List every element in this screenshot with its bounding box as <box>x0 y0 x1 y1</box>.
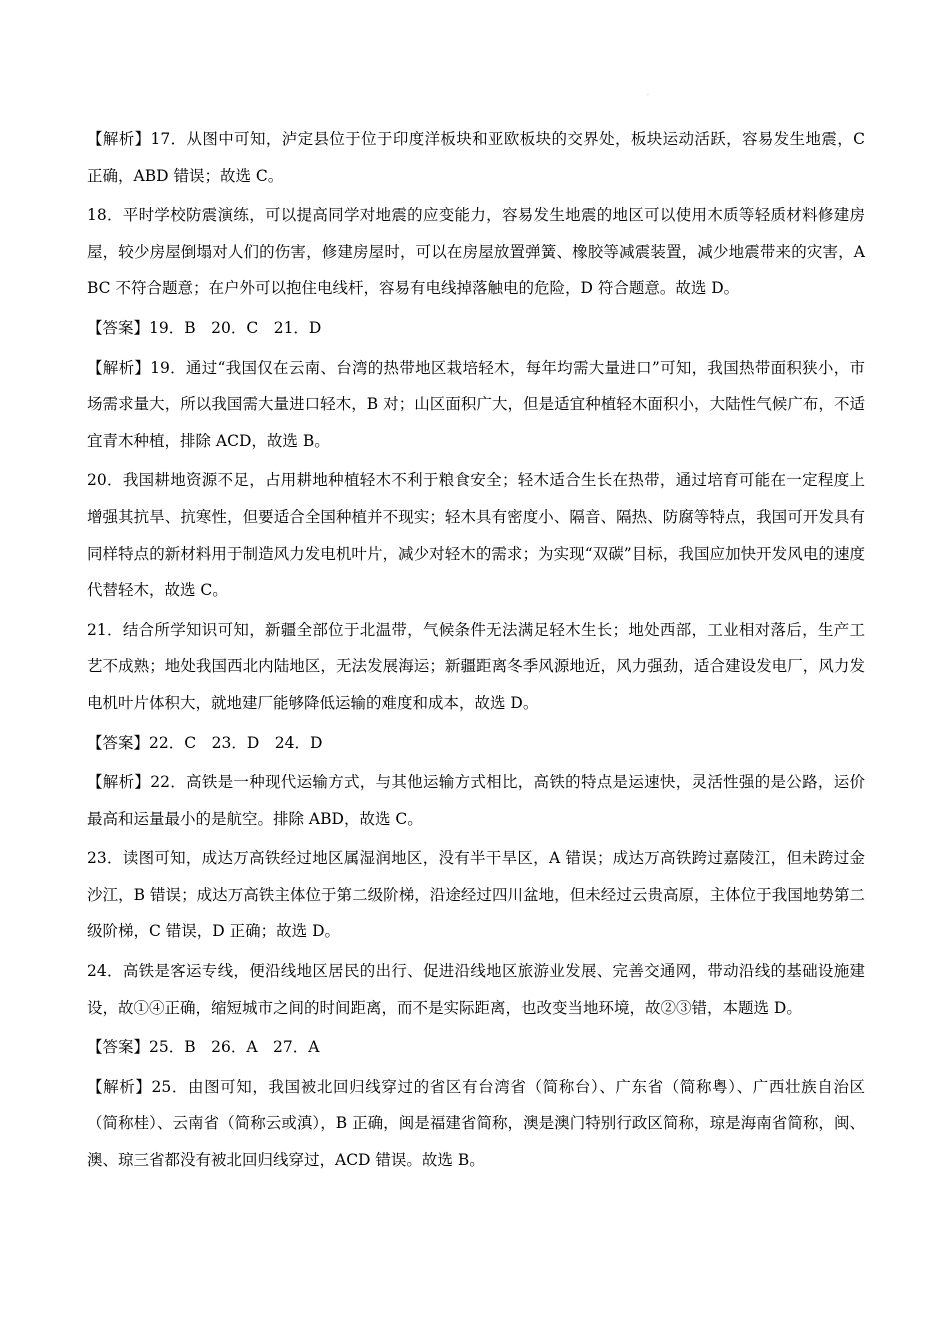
paragraph-analysis-20 <box>87 462 865 608</box>
paragraph-answer-19-21 <box>87 310 865 347</box>
paragraph-text: 22．C 23．D 24．D <box>149 733 323 752</box>
analysis-tag: 【解析】 <box>87 1077 152 1096</box>
analysis-tag: 【解析】 <box>87 358 151 377</box>
answer-tag: 【答案】 <box>87 733 150 752</box>
paragraph-answer-25-27 <box>87 1029 865 1066</box>
paragraph-analysis-22 <box>87 764 865 837</box>
analysis-tag: 【解析】 <box>87 130 151 148</box>
paragraph-text: 19．通过“我国仅在云南、台湾的热带地区栽培轻木，每年均需大量进口”可知，我国热带面积狭小，市场需求量大，所以我国需大量进口轻木，B 对；山区面积广大，但是适宜种植轻木面积小，大陆性气候广布，不适宜青木种植，排除 ACD，故选 B。 <box>87 358 865 450</box>
corner-mark: · <box>647 92 649 99</box>
paragraph-analysis-24 <box>87 953 865 1026</box>
paragraph-text: 21．结合所学知识可知，新疆全部位于北温带，气候条件无法满足轻木生长；地处西部，工业相对落后，生产工艺不成熟；地处我国西北内陆地区，无法发展海运；新疆距离冬季风源地近，风力强劲，适合建设发电厂，风力发电机叶片体积大，就地建厂能够降低运输的难度和成本，故选 D。 <box>87 620 865 712</box>
paragraph-text: 24．高铁是客运专线，便沿线地区居民的出行、促进沿线地区旅游业发展、完善交通网，带动沿线的基础设施建设，故①④正确，缩短城市之间的时间距离，而不是实际距离，也改变当地环境，故②③错，本题选 D。 <box>87 962 865 1017</box>
paragraph-analysis-17 <box>87 121 865 194</box>
paragraph-text: 23．读图可知，成达万高铁经过地区属湿润地区，没有半干旱区，A 错误；成达万高铁跨过嘉陵江，但未跨过金沙江，B 错误；成达万高铁主体位于第二级阶梯，沿途经过四川盆地，但未经过云贵高原，主体位于我国地势第二级阶梯，C 错误，D 正确；故选 D。 <box>87 849 865 941</box>
paragraph-analysis-21 <box>87 612 865 722</box>
answer-tag: 【答案】 <box>87 318 150 337</box>
answer-tag: 【答案】 <box>87 1038 150 1057</box>
paragraph-text: 25．B 26．A 27．A <box>149 1038 320 1057</box>
paragraph-analysis-18 <box>87 197 865 307</box>
analysis-tag: 【解析】 <box>87 773 151 792</box>
paragraph-analysis-23 <box>87 840 865 950</box>
paragraph-text: 22．高铁是一种现代运输方式，与其他运输方式相比，高铁的特点是运速快，灵活性强的是公路，运价最高和运量最小的是航空。排除 ABD，故选 C。 <box>87 773 865 828</box>
paragraph-text: 18．平时学校防震演练，可以提高同学对地震的应变能力，容易发生地震的地区可以使用木质等轻质材料修建房屋，较少房屋倒塌对人们的伤害，修建房屋时，可以在房屋放置弹簧、橡胶等减震装置，减少地震带来的灾害，ABC 不符合题意；在户外可以抱住电线杆，容易有电线掉落触电的危险，D 符合题意。故选 D。 <box>87 206 865 298</box>
answer-explanations <box>87 121 865 1182</box>
paragraph-text: 17．从图中可知，泸定县位于位于印度洋板块和亚欧板块的交界处，板块运动活跃，容易发生地震，C 正确，ABD 错误；故选 C。 <box>87 130 865 185</box>
paragraph-analysis-19 <box>87 350 865 460</box>
paragraph-answer-22-24 <box>87 725 865 762</box>
paragraph-text: 20．我国耕地资源不足，占用耕地种植轻木不利于粮食安全；轻木适合生长在热带，通过培育可能在一定程度上增强其抗旱、抗寒性，但要适合全国种植并不现实；轻木具有密度小、隔音、隔热、防腐等特点，我国可开发具有同样特点的新材料用于制造风力发电机叶片，减少对轻木的需求；为实现“双碳”目标，我国应加快开发风电的速度代替轻木，故选 C。 <box>87 471 865 600</box>
paragraph-text: 19．B 20．C 21．D <box>149 318 322 337</box>
paragraph-text: 25．由图可知，我国被北回归线穿过的省区有台湾省（简称台）、广东省（简称粤）、广西壮族自治区（简称桂）、云南省（简称云或滇），B 正确，闽是福建省简称，澳是澳门特别行政区简称，琼是海南省简称，闽、澳、琼三省都没有被北回归线穿过，ACD 错误。故选 B。 <box>87 1077 865 1170</box>
paragraph-analysis-25 <box>87 1069 865 1179</box>
